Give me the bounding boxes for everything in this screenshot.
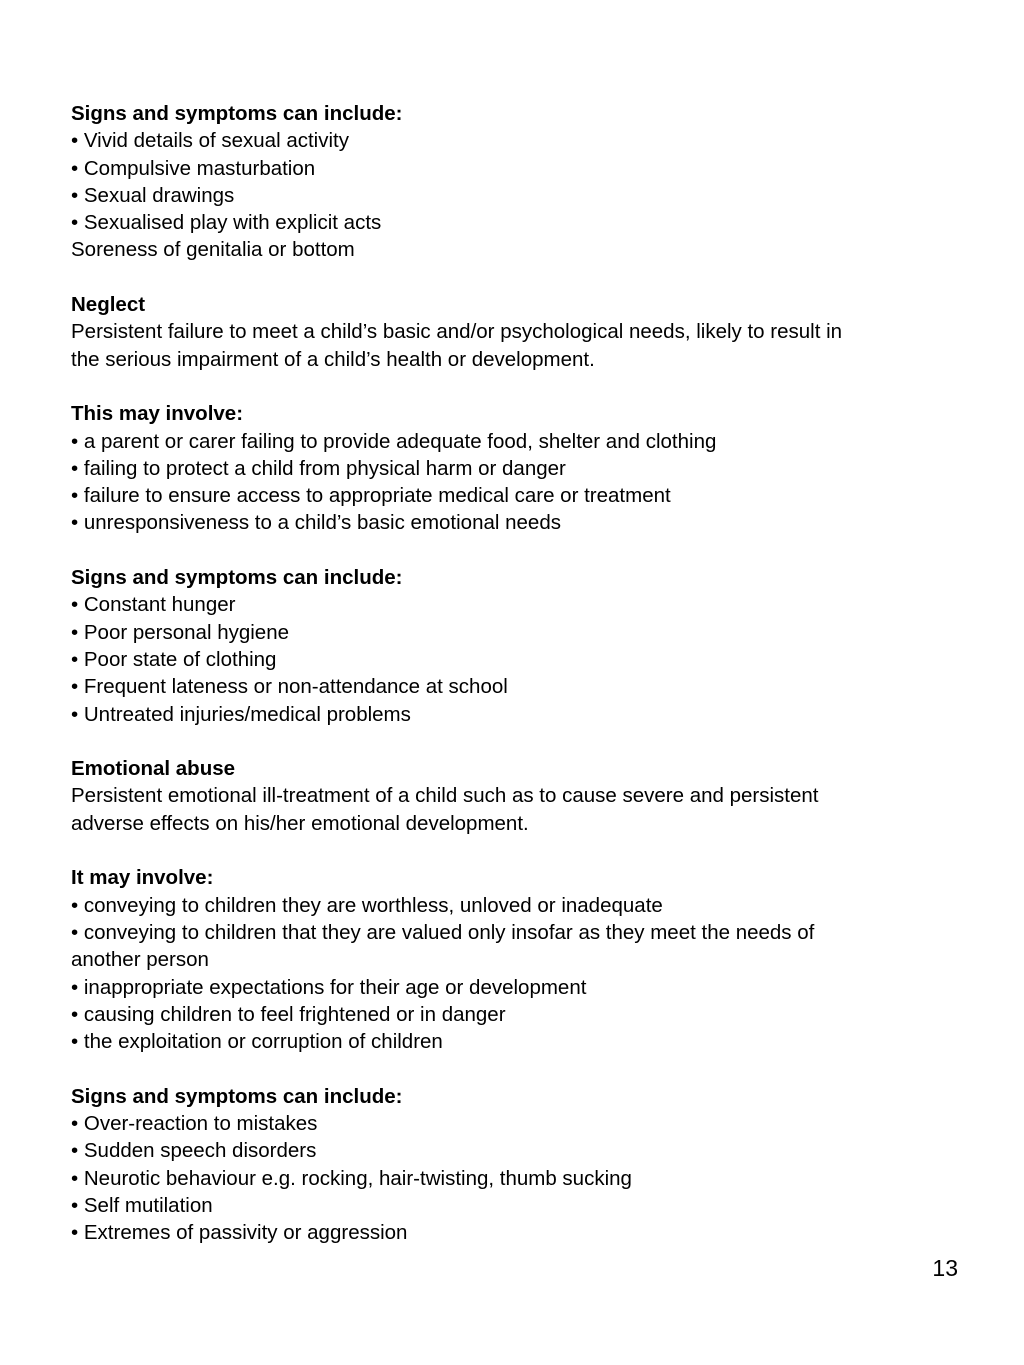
list-item: • Neurotic behaviour e.g. rocking, hair-twisting, thumb sucking xyxy=(71,1166,632,1190)
paragraph-gap xyxy=(71,1055,951,1082)
list-item: • Frequent lateness or non-attendance at school xyxy=(71,675,508,699)
section-heading: Signs and symptoms can include: xyxy=(71,566,403,590)
document-page xyxy=(71,100,951,1246)
list-item: • failing to protect a child from physical harm or danger xyxy=(71,456,566,480)
section-heading: Signs and symptoms can include: xyxy=(71,1084,403,1108)
list-item: • conveying to children that they are valued only insofar as they meet the needs of xyxy=(71,920,815,944)
page-number: 13 xyxy=(932,1255,958,1281)
list-item: • unresponsiveness to a child’s basic emotional needs xyxy=(71,511,561,535)
paragraph-gap xyxy=(71,537,951,564)
section-heading: This may involve: xyxy=(71,402,244,426)
list-item: • Compulsive masturbation xyxy=(71,156,316,180)
neglect-involve-section xyxy=(71,400,951,536)
section-heading: It may involve: xyxy=(71,866,214,890)
neglect-signs-section xyxy=(71,564,951,728)
list-item: • Extremes of passivity or aggression xyxy=(71,1221,408,1245)
paragraph-line: adverse effects on his/her emotional development. xyxy=(71,811,529,835)
paragraph-line: Persistent emotional ill-treatment of a child such as to cause severe and persistent xyxy=(71,784,819,808)
list-item: • Poor state of clothing xyxy=(71,647,277,671)
list-item: • Untreated injuries/medical problems xyxy=(71,702,411,726)
list-item: • Constant hunger xyxy=(71,593,236,617)
list-item: • a parent or carer failing to provide adequate food, shelter and clothing xyxy=(71,429,717,453)
paragraph-line: Persistent failure to meet a child’s basic and/or psychological needs, likely to result in xyxy=(71,320,843,344)
paragraph-gap xyxy=(71,837,951,864)
section-heading: Signs and symptoms can include: xyxy=(71,102,403,125)
section-heading: Neglect xyxy=(71,293,146,317)
paragraph-gap xyxy=(71,373,951,400)
emotional-involve-section xyxy=(71,864,951,1055)
list-item: another person xyxy=(71,948,209,972)
list-item: • Sudden speech disorders xyxy=(71,1139,317,1163)
list-item: • failure to ensure access to appropriate medical care or treatment xyxy=(71,484,671,508)
list-item: • Poor personal hygiene xyxy=(71,620,290,644)
list-item: Soreness of genitalia or bottom xyxy=(71,238,355,262)
paragraph-line: the serious impairment of a child’s health or development. xyxy=(71,347,595,371)
list-item: • the exploitation or corruption of children xyxy=(71,1030,443,1054)
list-item: • Sexualised play with explicit acts xyxy=(71,211,382,235)
emotional-signs-section xyxy=(71,1083,951,1247)
paragraph-gap xyxy=(71,264,951,291)
paragraph-gap xyxy=(71,728,951,755)
emotional-abuse-section xyxy=(71,755,951,837)
sexual-abuse-signs-section xyxy=(71,100,951,264)
neglect-section xyxy=(71,291,951,373)
list-item: • Vivid details of sexual activity xyxy=(71,129,349,153)
list-item: • causing children to feel frightened or in danger xyxy=(71,1002,506,1026)
list-item: • inappropriate expectations for their age or development xyxy=(71,975,587,999)
list-item: • Self mutilation xyxy=(71,1193,213,1217)
list-item: • Over-reaction to mistakes xyxy=(71,1111,318,1135)
list-item: • Sexual drawings xyxy=(71,183,235,207)
list-item: • conveying to children they are worthless, unloved or inadequate xyxy=(71,893,663,917)
section-heading: Emotional abuse xyxy=(71,757,236,781)
